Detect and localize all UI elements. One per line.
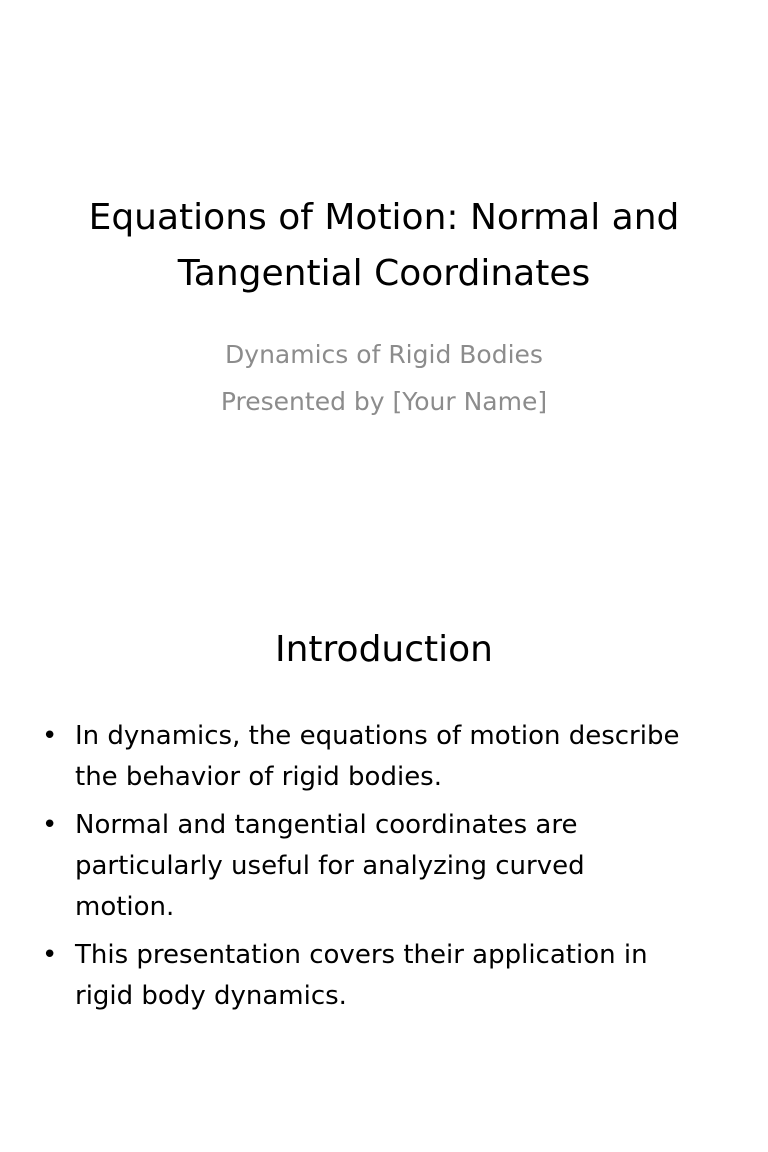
bullet-text-line: rigid body dynamics.	[75, 981, 347, 1011]
bullet-icon: •	[42, 721, 58, 751]
subtitle-line: Dynamics of Rigid Bodies	[225, 340, 543, 369]
slide-title	[20, 190, 748, 302]
bullet-icon: •	[42, 940, 58, 970]
slide-subtitle	[20, 331, 748, 425]
section-title: Introduction	[274, 629, 493, 670]
bullet-text-line: motion.	[75, 892, 175, 922]
bullet-text-line: the behavior of rigid bodies.	[75, 762, 442, 792]
bullet-text-line: This presentation covers their application in	[75, 940, 648, 970]
bullet-list	[40, 716, 740, 1024]
bullet-text-line: In dynamics, the equations of motion describe	[75, 721, 680, 751]
slide-title-line: Tangential Coordinates	[177, 253, 591, 294]
introduction-slide	[0, 576, 768, 1152]
bullet-item	[40, 805, 740, 928]
bullet-text-line: Normal and tangential coordinates are	[75, 810, 578, 840]
slide-title-line: Equations of Motion: Normal and	[88, 197, 680, 238]
bullet-text-line: particularly useful for analyzing curved	[75, 851, 585, 881]
bullet-item	[40, 935, 740, 1017]
subtitle-line: Presented by [Your Name]	[220, 387, 548, 416]
bullet-icon: •	[42, 810, 58, 840]
bullet-item	[40, 716, 740, 798]
